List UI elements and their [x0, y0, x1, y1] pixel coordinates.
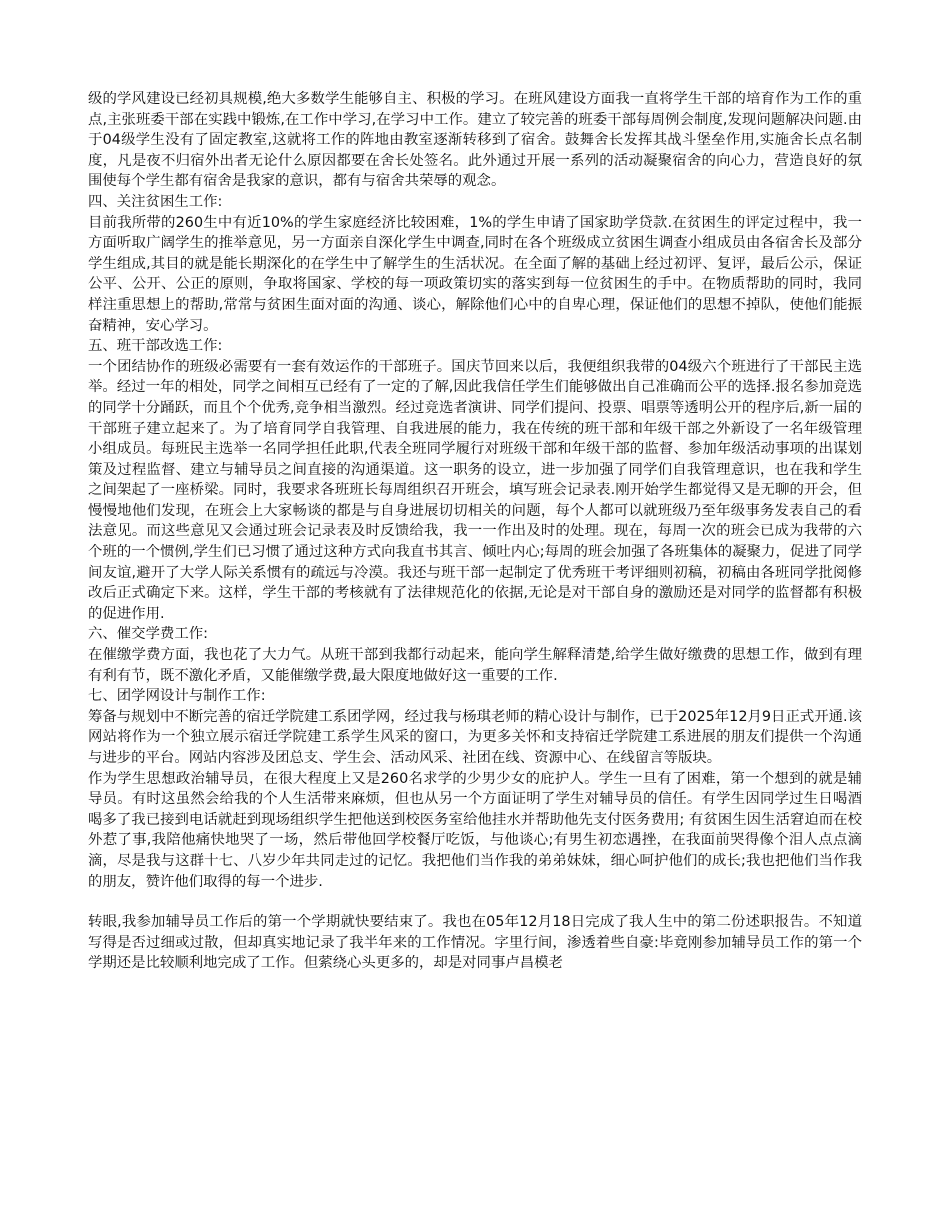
heading-tuition: 六、催交学费工作: — [88, 626, 208, 643]
paragraph-counselor-role: 作为学生思想政治辅导员，在很大程度上又是260名求学的少男少女的庇护人。学生一旦有了困难，第一个想到的就是辅导员。有时这虽然会给我的个人生活带来麻烦，但也从另一个方面证明了学生对辅导员的信任。有学生因同学过生日喝酒喝多了我已接到电话就赶到现场组织学生把他送到校医务室给他挂水并帮助他先支付医务费用; 有贫困生因生活窘迫而在校外惹了事,我陪他痛快地哭了一场，然后带他回学校餐厅吃饭，与他谈心;有男生初恋遇挫，在我面前哭得像个泪人点点滴滴，尽是我与这群十七、八岁少年共同走过的记忆。我把他们当作我的弟弟妹妹，细心呵护他们的成长;我也把他们当作我的朋友，赞许他们取得的每一个进步. — [88, 770, 862, 890]
heading-poor-students: 四、关注贫困生工作: — [88, 193, 223, 210]
paragraph-tuition: 在催缴学费方面，我也花了大力气。从班干部到我都行动起来，能向学生解释清楚,给学生做好缴费的思想工作，做到有理有利有节，既不激化矛盾，又能催缴学费,最大限度地做好这一重要的工作. — [88, 647, 862, 684]
paragraph-cadre-election: 一个团结协作的班级必需要有一套有效运作的干部班子。国庆节回来以后，我便组织我带的04级六个班进行了干部民主选举。经过一年的相处，同学之间相互已经有了一定的了解,因此我信任学生们能够做出自己准确而公平的选择.报名参加竞选的同学十分踊跃，而且个个优秀,竞争相当激烈。经过竞选者演讲、同学们提问、投票、唱票等透明公开的程序后,新一届的干部班子建立起来了。为了培育同学自我管理、自我进展的能力，我在传统的班干部和年级干部之外新设了一名年级管理小组成员。每班民主选举一名同学担任此职,代表全班同学履行对班级干部和年级干部的监督、参加年级活动事项的出谋划策及过程监督、建立与辅导员之间直接的沟通渠道。这一职务的设立，进一步加强了同学们自我管理意识，也在我和学生之间架起了一座桥梁。同时，我要求各班班长每周组织召开班会，填写班会记录表.刚开始学生都觉得又是无聊的开会，但慢慢地他们发现，在班会上大家畅谈的都是与自身进展切切相关的问题，每个人都可以就班级乃至年级事务发表自己的看法意见。而这些意见又会通过班会记录表及时反馈给我，我一一作出及时的处理。现在，每周一次的班会已成为我带的六个班的一个惯例,学生们已习惯了通过这种方式向我直书其言、倾吐内心;每周的班会加强了各班集体的凝聚力，促进了同学间友谊,避开了大学人际关系惯有的疏远与冷漠。我还与班干部一起制定了优秀班干考评细则初稿，初稿由各班同学批阅修改后正式确定下来。这样，学生干部的考核就有了法律规范化的依据,无论是对干部自身的激励还是对同学的监督都有积极的促进作用. — [88, 358, 862, 622]
paragraph-dormitory-style: 级的学风建设已经初具规模,绝大多数学生能够自主、积极的学习。在班风建设方面我一直将学生干部的培育作为工作的重点,主张班委干部在实践中锻炼,在工作中学习,在学习中工作。建立了较完善的班委干部每周例会制度,发现问题解决问题.由于04级学生没有了固定教室,这就将工作的阵地由教室逐渐转移到了宿舍。鼓舞舍长发挥其战斗堡垒作用,实施舍长点名制度，凡是夜不归宿外出者无论什么原因都要在舍长处签名。此外通过开展一系列的活动凝聚宿舍的向心力，营造良好的氛围使每个学生都有宿舍是我家的意识，都有与宿舍共荣辱的观念。 — [88, 91, 862, 190]
paragraph-poor-students: 目前我所带的260生中有近10%的学生家庭经济比较困难，1%的学生申请了国家助学贷款.在贫困生的评定过程中，我一方面听取广阔学生的推举意见，另一方面亲自深化学生中调查,同时在各个班级成立贫困生调查小组成员由各宿舍长及部分学生组成,其目的就是能长期深化的在学生中了解学生的生活状况。在全面了解的基础上经过初评、复评，最后公示，保证公平、公开、公正的原则，争取将国家、学校的每一项政策切实的落实到每一位贫困生的手中。在物质帮助的同时，我同样注重思想上的帮助,常常与贫困生面对面的沟通、谈心，解除他们心中的自卑心理，保证他们的思想不掉队，使他们能振奋精神，安心学习。 — [88, 214, 862, 334]
heading-cadre-election: 五、班干部改选工作: — [88, 338, 223, 355]
paragraph-conclusion: 转眼,我参加辅导员工作后的第一个学期就快要结束了。我也在05年12月18日完成了我人生中的第二份述职报告。不知道写得是否过细或过散，但却真实地记录了我半年来的工作情况。字里行间，渗透着些自豪:毕竟刚参加辅导员工作的第一个学期还是比较顺利地完成了工作。但萦绕心头更多的，却是对同事卢昌模老 — [88, 914, 862, 972]
heading-website: 七、团学网设计与制作工作: — [88, 688, 266, 705]
paragraph-website: 筹备与规划中不断完善的宿迁学院建工系团学网，经过我与杨琪老师的精心设计与制作，已于2025年12月9日正式开通.该网站将作为一个独立展示宿迁学院建工系学生风采的窗口，为更多关怀和支持宿迁学院建工系进展的朋友们提供一个沟通与进步的平台。网站内容涉及团总支、学生会、活动风采、社团在线、资源中心、在线留言等版块。 — [88, 708, 862, 766]
